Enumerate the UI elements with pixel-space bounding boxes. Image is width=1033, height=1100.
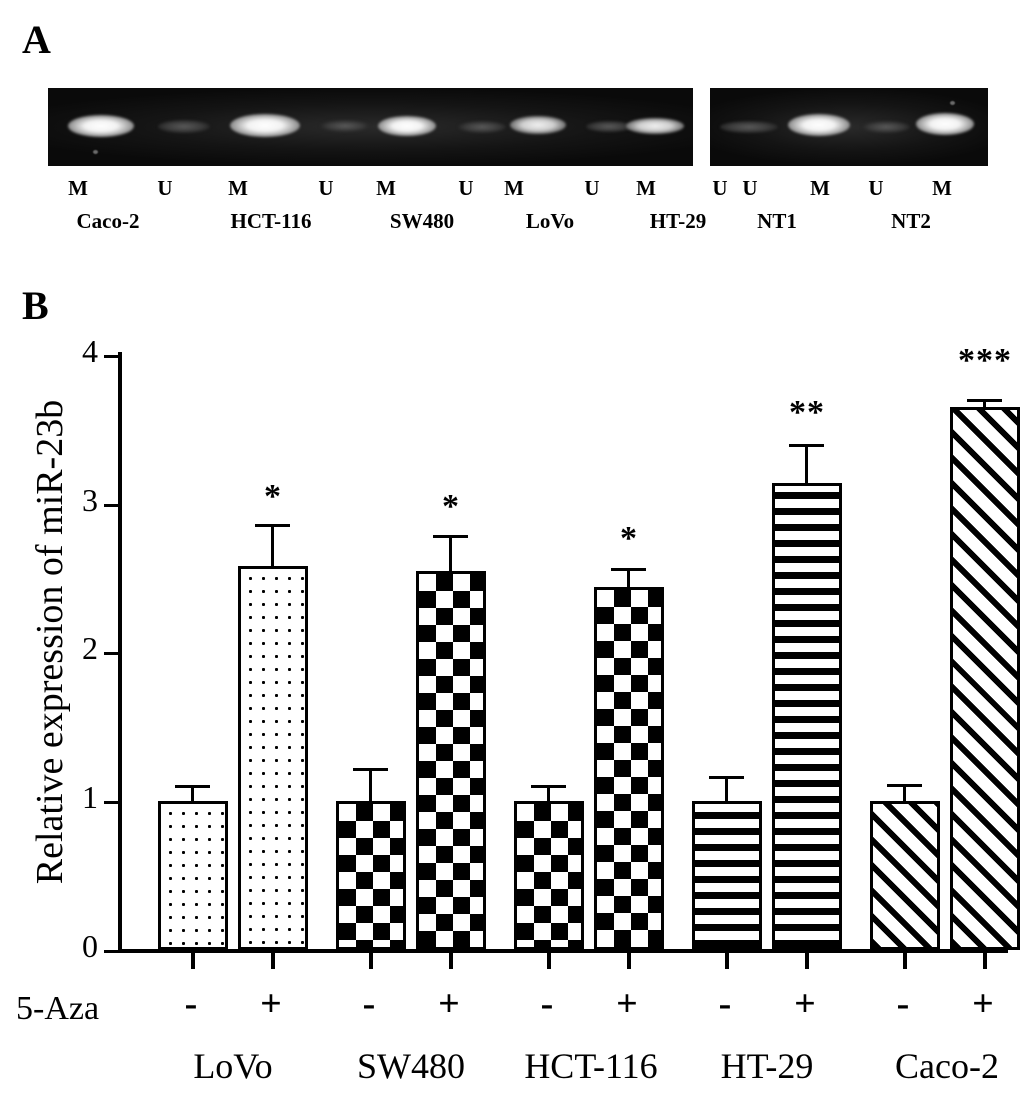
error-bar xyxy=(271,524,274,566)
treatment-sign: + xyxy=(794,983,816,1025)
gel-speck xyxy=(950,101,955,105)
gel-band xyxy=(320,120,370,132)
y-axis-tick-label: 4 xyxy=(82,333,98,369)
gel-lane-label: M xyxy=(68,176,88,200)
y-axis-tick xyxy=(104,801,120,804)
x-axis-tick xyxy=(271,953,275,969)
x-axis-tick xyxy=(627,953,631,969)
x-axis-tick xyxy=(805,953,809,969)
x-axis-group-label: HCT-116 xyxy=(524,1046,658,1086)
y-axis-tick-label: 1 xyxy=(82,779,98,815)
gel-electrophoresis-image xyxy=(48,88,988,166)
x-axis-tick xyxy=(983,953,987,969)
treatment-sign: - xyxy=(540,983,554,1025)
y-axis-tick xyxy=(104,504,120,507)
treatment-sign: + xyxy=(438,983,460,1025)
panel-a-label: A xyxy=(22,17,51,62)
gel-lane-label: U xyxy=(157,176,173,200)
gel-band xyxy=(158,120,210,133)
gel-speck xyxy=(93,150,98,154)
error-bar-cap xyxy=(433,535,468,538)
gel-band xyxy=(458,121,506,133)
x-axis-group-label: HT-29 xyxy=(720,1046,814,1086)
gel-band xyxy=(862,121,910,133)
treatment-sign: + xyxy=(616,983,638,1025)
gel-band xyxy=(916,113,974,135)
x-axis-tick xyxy=(369,953,373,969)
x-axis-label-5aza: 5-Aza xyxy=(16,990,100,1027)
error-bar-cap xyxy=(611,568,646,571)
gel-band xyxy=(626,118,684,134)
gel-lane-label: U xyxy=(742,176,758,200)
error-bar xyxy=(369,768,372,801)
bar-hct116-treated xyxy=(594,587,664,950)
gel-sample-label: HCT-116 xyxy=(230,209,312,233)
error-bar-cap xyxy=(967,399,1002,402)
error-bar xyxy=(805,444,808,483)
error-bar-cap xyxy=(709,776,744,779)
x-axis-tick xyxy=(903,953,907,969)
gel-band xyxy=(68,115,134,137)
gel-band xyxy=(720,121,778,133)
treatment-sign: - xyxy=(362,983,376,1025)
bar-caco2-treated xyxy=(950,407,1020,950)
gel-lane-label: M xyxy=(376,176,396,200)
error-bar-cap xyxy=(887,784,922,787)
y-axis-tick xyxy=(104,950,120,953)
significance-marker: ** xyxy=(789,394,825,431)
panel-b-label: B xyxy=(22,283,49,328)
gel-lane-label: U xyxy=(868,176,884,200)
x-axis-group-label: LoVo xyxy=(193,1046,273,1086)
x-axis-tick xyxy=(725,953,729,969)
error-bar-cap xyxy=(255,524,290,527)
error-bar-cap xyxy=(175,785,210,788)
gel-sample-label: NT2 xyxy=(891,209,931,233)
bar-sw480-untreated xyxy=(336,801,406,950)
gel-band xyxy=(230,114,300,137)
treatment-sign: - xyxy=(184,983,198,1025)
significance-marker: *** xyxy=(958,342,1012,379)
gel-sample-label: SW480 xyxy=(389,209,455,233)
gel-lane-label: M xyxy=(636,176,656,200)
x-axis-tick xyxy=(547,953,551,969)
treatment-sign: + xyxy=(972,983,994,1025)
gel-lane-label: M xyxy=(504,176,524,200)
gel-lane-label: M xyxy=(810,176,830,200)
significance-marker: * xyxy=(620,520,638,557)
significance-marker: * xyxy=(442,488,460,525)
gel-band xyxy=(510,116,566,134)
gel-band xyxy=(788,114,850,136)
bar-lovo-treated xyxy=(238,566,308,950)
gel-lane-label: U xyxy=(712,176,728,200)
treatment-sign: - xyxy=(718,983,732,1025)
error-bar xyxy=(449,535,452,571)
error-bar xyxy=(725,776,728,801)
bar-sw480-treated xyxy=(416,571,486,950)
gel-block-cell-lines xyxy=(48,88,693,166)
gel-lane-label: U xyxy=(458,176,474,200)
gel-sample-label: Caco-2 xyxy=(76,209,140,233)
gel-block-normal-tissue xyxy=(710,88,988,166)
x-axis-group-label: SW480 xyxy=(357,1046,465,1086)
gel-lane-label: U xyxy=(318,176,334,200)
y-axis-title: Relative expression of miR-23b xyxy=(29,399,71,885)
treatment-sign: + xyxy=(260,983,282,1025)
x-axis-group-label: Caco-2 xyxy=(895,1046,999,1086)
gel-lane-label: M xyxy=(932,176,952,200)
x-axis-tick xyxy=(449,953,453,969)
y-axis-tick xyxy=(104,652,120,655)
y-axis-tick xyxy=(104,355,120,358)
gel-lane-label: M xyxy=(228,176,248,200)
gel-sample-label: HT-29 xyxy=(649,209,707,233)
error-bar-cap xyxy=(531,785,566,788)
treatment-sign: - xyxy=(896,983,910,1025)
gel-sample-label: LoVo xyxy=(525,209,575,233)
bar-hct116-untreated xyxy=(514,801,584,950)
gel-lane-label: U xyxy=(584,176,600,200)
bar-lovo-untreated xyxy=(158,801,228,950)
y-axis-tick-label: 3 xyxy=(82,482,98,518)
y-axis-tick-label: 2 xyxy=(82,630,98,666)
gel-band xyxy=(378,116,436,136)
bar-chart xyxy=(0,330,1033,1100)
gel-sample-label: NT1 xyxy=(757,209,797,233)
y-axis-tick-label: 0 xyxy=(82,928,98,964)
bar-ht29-untreated xyxy=(692,801,762,950)
error-bar-cap xyxy=(789,444,824,447)
x-axis-tick xyxy=(191,953,195,969)
bar-ht29-treated xyxy=(772,483,842,950)
bar-caco2-untreated xyxy=(870,801,940,950)
significance-marker: * xyxy=(264,478,282,515)
